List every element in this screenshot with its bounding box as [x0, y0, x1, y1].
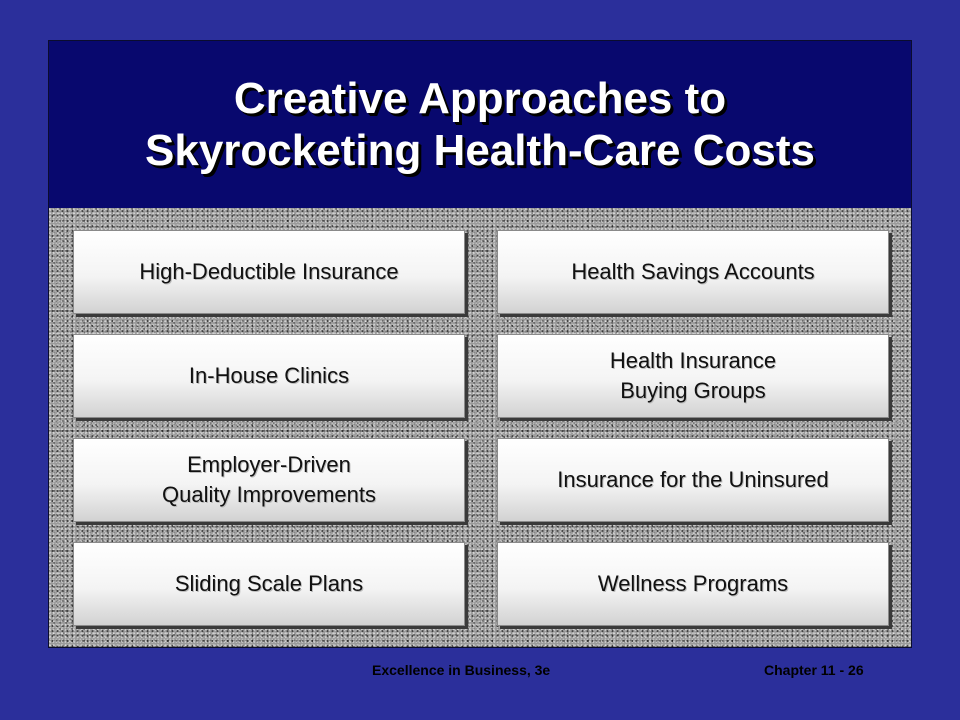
wellness-programs-box [497, 542, 889, 626]
health-savings-accounts-box [497, 230, 889, 314]
sliding-scale-plans-box [73, 542, 465, 626]
footer-chapter-page: Chapter 11 - 26 [764, 662, 864, 678]
insurance-for-uninsured-box [497, 438, 889, 522]
in-house-clinics-box [73, 334, 465, 418]
box-label-line-1: Health Insurance [609, 348, 777, 373]
quality-improvements-box [73, 438, 465, 522]
box-label-line-2: Quality Improvements [162, 482, 376, 507]
box-label: Insurance for the Uninsured [557, 467, 829, 492]
high-deductible-insurance-box [73, 230, 465, 314]
granite-content-area [49, 208, 911, 647]
title-panel [49, 41, 911, 208]
box-label: Sliding Scale Plans [174, 571, 364, 596]
slide-frame [48, 40, 912, 648]
box-label: In-House Clinics [188, 363, 350, 388]
box-label-line-1: Employer-Driven [187, 452, 351, 477]
buying-groups-box [497, 334, 889, 418]
footer-book-title: Excellence in Business, 3e [372, 662, 551, 678]
box-label-line-2: Buying Groups [620, 378, 766, 403]
slide-title-line-2: Skyrocketing Health-Care Costs [145, 125, 815, 175]
box-label: Health Savings Accounts [571, 259, 815, 284]
box-label: Wellness Programs [597, 571, 789, 596]
box-label: High-Deductible Insurance [139, 259, 399, 284]
slide-title-line-1: Creative Approaches to [233, 73, 727, 123]
